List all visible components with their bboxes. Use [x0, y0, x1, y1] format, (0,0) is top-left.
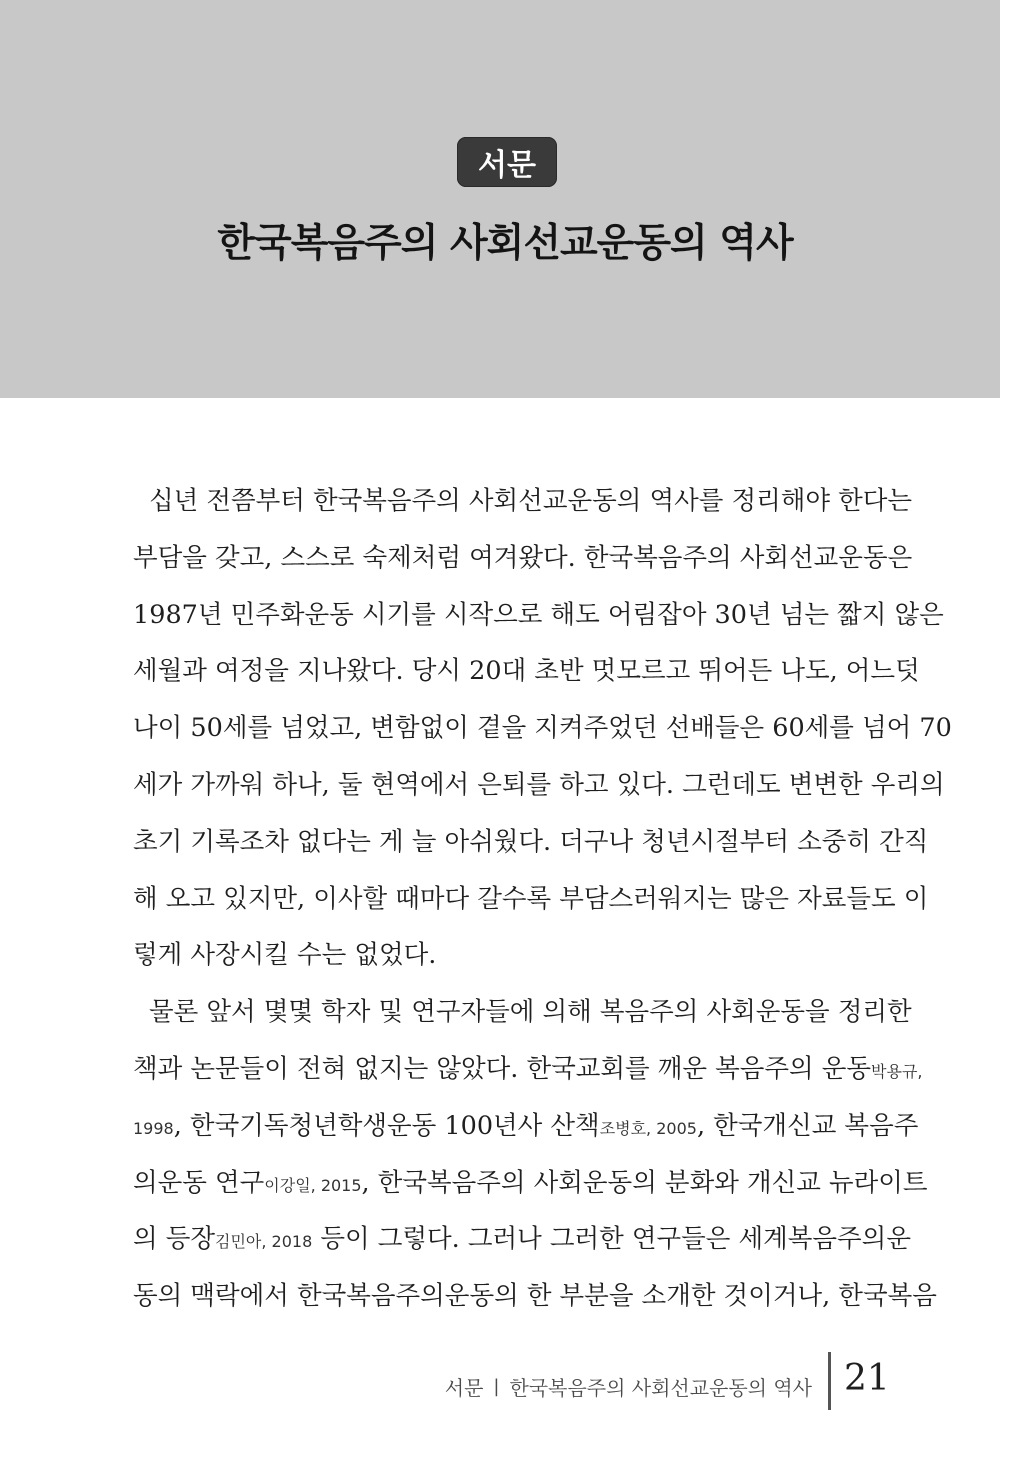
- chapter-title: 한국복음주의 사회선교운동의 역사: [217, 221, 793, 266]
- paragraph-line: 동의 맥락에서 한국복음주의운동의 한 부분을 소개한 것이거나, 한국복음: [133, 1281, 937, 1312]
- paragraph-line: 세월과 여정을 지나왔다. 당시 20대 초반 멋모르고 뛰어든 나도, 어느덧: [133, 656, 920, 687]
- paragraph-line: 의 등장김민아, 2018 등이 그렇다. 그러나 그러한 연구들은 세계복음주의운: [133, 1224, 911, 1255]
- paragraph-line: 십년 전쯤부터 한국복음주의 사회선교운동의 역사를 정리해야 한다는: [149, 486, 912, 516]
- paragraph-line: 물론 앞서 몇몇 학자 및 연구자들에 의해 복음주의 사회운동을 정리한: [149, 997, 912, 1028]
- paragraph-line: 책과 논문들이 전혀 없지는 않았다. 한국교회를 깨운 복음주의 운동박용규,: [133, 1053, 923, 1084]
- citation: 박용규,: [871, 1061, 923, 1081]
- paragraph-line: 렇게 사장시킬 수는 없었다.: [133, 940, 437, 971]
- paragraph-line: 1987년 민주화운동 시기를 시작으로 해도 어림잡아 30년 넘는 짧지 않은: [133, 599, 944, 630]
- citation: 이강일, 2015: [264, 1175, 362, 1195]
- footer-section: 서문: [444, 1376, 484, 1400]
- running-footer: [445, 1372, 812, 1401]
- citation: 조병호, 2005: [599, 1118, 697, 1138]
- footer-separator: |: [493, 1376, 500, 1397]
- paragraph-line: 의운동 연구이강일, 2015, 한국복음주의 사회운동의 분화와 개신교 뉴라이트: [133, 1167, 928, 1198]
- citation: 김민아, 2018: [215, 1232, 313, 1252]
- page-number: 21: [844, 1358, 890, 1399]
- paragraph-line: 부담을 갖고, 스스로 숙제처럼 여겨왔다. 한국복음주의 사회선교운동은: [133, 542, 913, 573]
- body-text: [133, 478, 952, 1330]
- section-badge: 서문: [457, 137, 557, 187]
- paragraph-line: 해 오고 있지만, 이사할 때마다 갈수록 부담스러워지는 많은 자료들도 이: [133, 883, 929, 914]
- footer-divider: [828, 1352, 831, 1410]
- paragraph-line: 초기 기록조차 없다는 게 늘 아쉬웠다. 더구나 청년시절부터 소중히 간직: [133, 826, 929, 857]
- paragraph-line: 1998, 한국기독청년학생운동 100년사 산책조병호, 2005, 한국개신교 복음주: [133, 1110, 919, 1141]
- paragraph-line: 나이 50세를 넘었고, 변함없이 곁을 지켜주었던 선배들은 60세를 넘어 70: [133, 713, 952, 744]
- header-band: [0, 0, 1000, 398]
- footer-running-title: 한국복음주의 사회선교운동의 역사: [509, 1376, 812, 1400]
- citation: 1998: [133, 1118, 174, 1138]
- paragraph-line: 세가 가까워 하나, 둘 현역에서 은퇴를 하고 있다. 그런데도 변변한 우리의: [133, 769, 945, 800]
